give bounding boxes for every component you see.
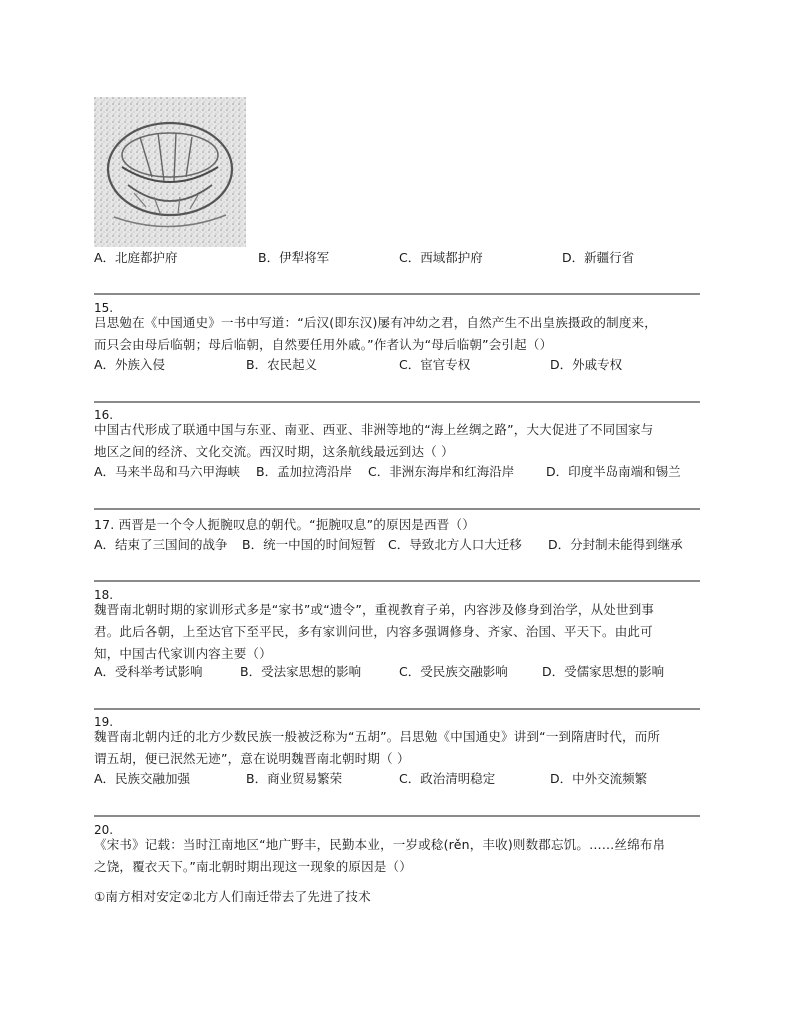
q16-stem xyxy=(94,419,704,463)
q16-option-b[interactable]: B．孟加拉湾沿岸 xyxy=(256,464,353,479)
q17-option-d[interactable]: D．分封制未能得到继承 xyxy=(548,537,683,552)
q19-option-b[interactable]: B．商业贸易繁荣 xyxy=(246,771,343,786)
divider-line xyxy=(94,293,700,295)
q19-stem xyxy=(94,726,704,770)
q14-options xyxy=(94,249,698,267)
q14-option-a[interactable]: A．北庭都护府 xyxy=(94,250,178,265)
q16-stem-line: 中国古代形成了联通中国与东亚、南亚、西亚、非洲等地的“海上丝绸之路”，大大促进了不同国家与 xyxy=(94,422,654,437)
q17-option-b[interactable]: B．统一中国的时间短暂 xyxy=(242,537,376,552)
q20-number: 20. xyxy=(94,823,114,837)
q15-stem-line: 吕思勉在《中国通史》一书中写道：“后汉(即东汉)屡有冲幼之君，自然产生不出皇族摄政的制度来， xyxy=(94,315,657,330)
q16-options xyxy=(94,463,698,481)
q15-option-a[interactable]: A．外族入侵 xyxy=(94,357,166,372)
q14-option-b[interactable]: B．伊犁将军 xyxy=(258,250,330,265)
q18-option-b[interactable]: B．受法家思想的影响 xyxy=(240,664,362,679)
q15-option-b[interactable]: B．农民起义 xyxy=(246,357,318,372)
q17-stem xyxy=(94,514,704,536)
q19-option-d[interactable]: D．中外交流频繁 xyxy=(550,771,648,786)
q20-statements xyxy=(94,886,704,908)
q17-options xyxy=(94,536,698,554)
q19-option-a[interactable]: A．民族交融加强 xyxy=(94,771,191,786)
q18-options xyxy=(94,663,698,681)
divider-line xyxy=(94,708,700,710)
q18-stem-line: 知，中国古代家训内容主要（） xyxy=(94,646,272,661)
q20-stem-line: 《宋书》记载：当时江南地区“地广野丰，民勤本业，一岁或稔(rěn，丰收)则数郡忘饥。……丝绵布帛 xyxy=(94,837,666,852)
q18-option-d[interactable]: D．受儒家思想的影响 xyxy=(542,664,665,679)
q18-option-a[interactable]: A．受科举考试影响 xyxy=(94,664,203,679)
q16-number: 16. xyxy=(94,408,114,422)
artifact-relief-image xyxy=(94,97,246,247)
q16-option-c[interactable]: C．非洲东海岸和红海沿岸 xyxy=(368,464,515,479)
q14-option-d[interactable]: D．新疆行省 xyxy=(562,250,635,265)
divider-line xyxy=(94,815,700,817)
q18-option-c[interactable]: C．受民族交融影响 xyxy=(399,664,508,679)
q19-number: 19. xyxy=(94,715,114,729)
q15-option-d[interactable]: D．外戚专权 xyxy=(550,357,623,372)
q16-option-d[interactable]: D．印度半岛南端和锡兰 xyxy=(546,464,681,479)
q16-stem-line: 地区之间的经济、文化交流。西汉时期，这条航线最远到达（ ） xyxy=(94,444,454,459)
q18-stem xyxy=(94,599,704,665)
q20-statements-line: ①南方相对安定②北方人们南迁带去了先进了技术 xyxy=(94,889,371,904)
q17-stem-line: 17. 西晋是一个令人扼腕叹息的朝代。“扼腕叹息”的原因是西晋（） xyxy=(94,517,475,532)
q19-options xyxy=(94,770,698,788)
q19-stem-line: 魏晋南北朝内迁的北方少数民族一般被泛称为“五胡”。吕思勉《中国通史》讲到“一到隋唐时代，而所 xyxy=(94,729,661,744)
q15-options xyxy=(94,356,698,374)
q18-stem-line: 君。此后各朝，上至达官下至平民，多有家训问世，内容多强调修身、齐家、治国、平天下。由此可 xyxy=(94,624,653,639)
q15-stem xyxy=(94,312,704,356)
divider-line xyxy=(94,508,700,510)
q16-option-a[interactable]: A．马来半岛和马六甲海峡 xyxy=(94,464,241,479)
q15-stem-line: 而只会由母后临朝；母后临朝，自然要任用外戚。”作者认为“母后临朝”会引起（） xyxy=(94,337,553,352)
q19-option-c[interactable]: C．政治清明稳定 xyxy=(399,771,496,786)
q17-option-c[interactable]: C．导致北方人口大迁移 xyxy=(388,537,522,552)
q17-option-a[interactable]: A．结束了三国间的战争 xyxy=(94,537,228,552)
q18-stem-line: 魏晋南北朝时期的家训形式多是“家书”或“遗令”，重视教育子弟，内容涉及修身到治学，从处世到事 xyxy=(94,602,655,617)
q18-number: 18. xyxy=(94,588,114,602)
divider-line xyxy=(94,401,700,403)
q15-number: 15. xyxy=(94,301,114,315)
q15-option-c[interactable]: C．宦官专权 xyxy=(399,357,471,372)
divider-line xyxy=(94,580,700,582)
q20-stem-line: 之饶，覆衣天下。”南北朝时期出现这一现象的原因是（） xyxy=(94,859,412,874)
q20-stem xyxy=(94,834,704,878)
q19-stem-line: 谓五胡，便已泯然无迹”，意在说明魏晋南北朝时期（ ） xyxy=(94,751,410,766)
q14-option-c[interactable]: C．西域都护府 xyxy=(399,250,483,265)
